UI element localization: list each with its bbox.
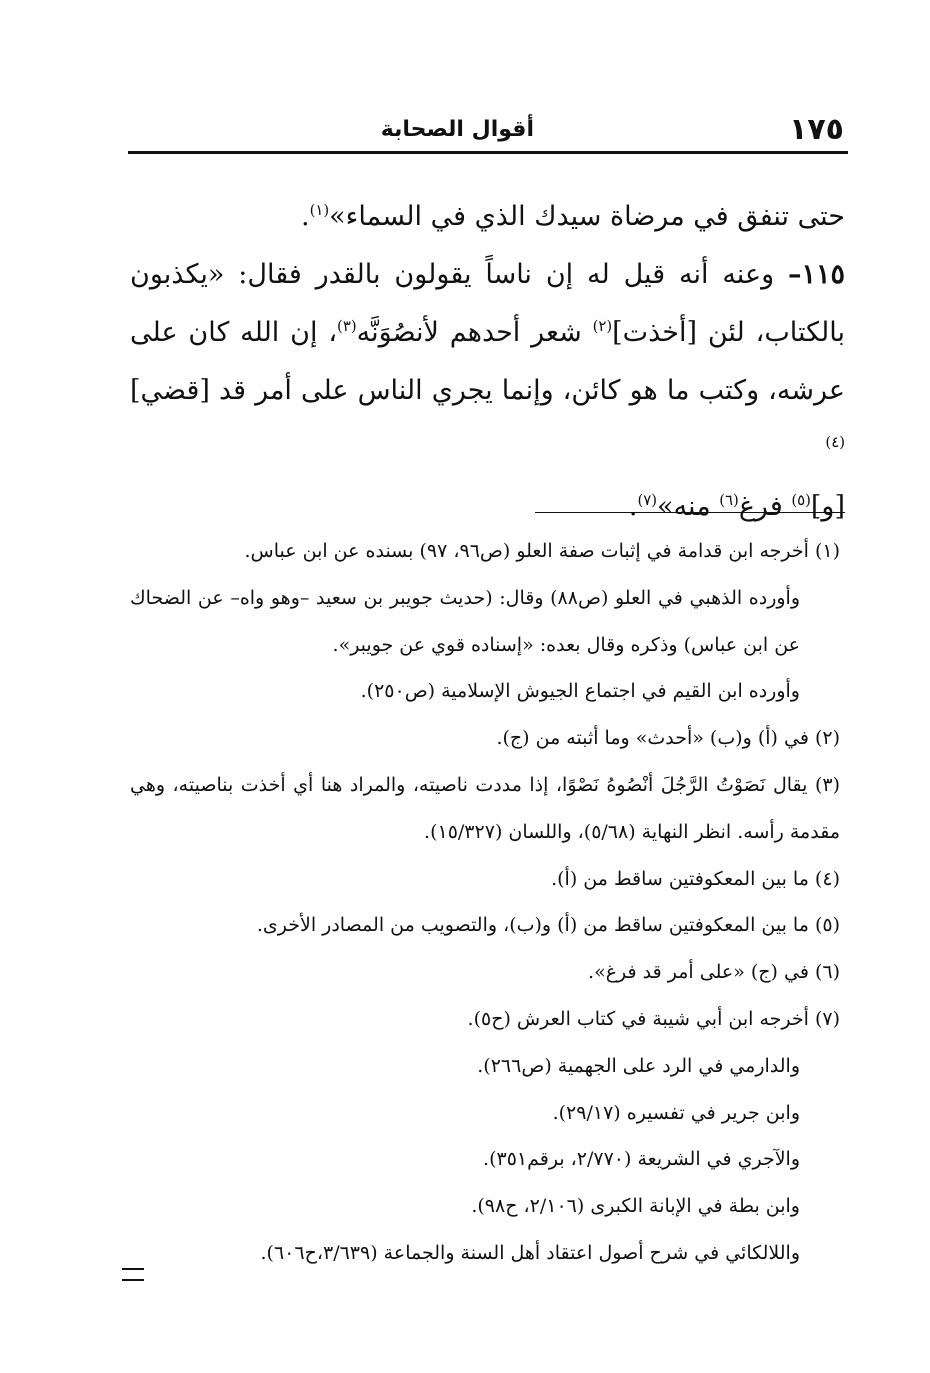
footnotes — [130, 528, 840, 1277]
continuation-mark — [122, 1268, 144, 1281]
footnote-2: (٢) في (أ) و(ب) «أحدث» وما أثبته من (ج). — [496, 727, 840, 750]
footnote-6: (٦) في (ج) «على أمر قد فرغ». — [588, 961, 840, 984]
footnote-7: (٧) أخرجه ابن أبي شيبة في كتاب العرش (ح٥). — [467, 1007, 840, 1030]
footnote-7-lalikai: واللالكائي في شرح أصول اعتقاد أهل السنة والجماعة (٣/٦٣٩،ح٦٠٦). — [260, 1241, 800, 1264]
footnote-ref-1: (١) — [309, 201, 330, 219]
footnote-1-dhahabi: وأورده الذهبي في العلو (ص٨٨) وقال: (حديث جويبر بن سعيد –وهو واه– عن الضحاك عن ابن عباس) وذكره وقال بعده: «إسناده قوي عن جويبر». — [130, 586, 800, 656]
running-title: أقوال الصحابة — [380, 117, 534, 142]
page-number: ١٧٥ — [789, 112, 844, 147]
narration-number: ١١٥– — [787, 259, 845, 290]
paragraph-1-tail: . — [300, 201, 310, 232]
footnote-ref-6: (٦) — [719, 491, 739, 509]
footnote-ref-3: (٣) — [337, 317, 357, 335]
header-rule — [128, 151, 848, 154]
paragraph-115-end-c: منه» — [657, 491, 720, 522]
footnote-7-darimi: والدارمي في الرد على الجهمية (ص٢٦٦). — [477, 1054, 800, 1077]
paragraph-1-text: حتى تنفق في مرضاة سيدك الذي في السماء» — [329, 201, 845, 232]
paragraph-115-end-a: [و] — [810, 491, 845, 522]
paragraph-115-text-b: شعر أحدهم لأنصُوَنَّه — [356, 317, 593, 348]
main-text — [130, 188, 845, 536]
paragraph-115-text-a: وعنه أنه قيل له إن ناساً يقولون بالقدر فقال: «يكذبون بالكتاب، لئن [أخذت] — [130, 259, 845, 348]
footnote-5: (٥) ما بين المعكوفتين ساقط من (أ) و(ب)، والتصويب من المصادر الأخرى. — [256, 914, 840, 937]
footnote-ref-7: (٧) — [637, 491, 658, 509]
footnote-1: (١) أخرجه ابن قدامة في إثبات صفة العلو (ص٩٦، ٩٧) بسنده عن ابن عباس. — [244, 540, 840, 562]
page-header — [128, 112, 844, 148]
footnote-7-ajurri: والآجري في الشريعة (٢/٧٧٠، برقم٣٥١). — [483, 1148, 800, 1171]
paragraph-1 — [130, 188, 845, 246]
paragraph-115-text-c: ، إن الله كان على عرشه، وكتب ما هو كائن، وإنما يجري الناس على أمر قد [قضي] — [130, 317, 845, 406]
footnote-1-ibn-qayyim: وأورده ابن القيم في اجتماع الجيوش الإسلامية (ص٢٥٠). — [360, 680, 800, 703]
paragraph-115-end-b: فرغ — [738, 491, 792, 522]
footnote-ref-4: (٤) — [825, 433, 845, 451]
footnote-4: (٤) ما بين المعكوفتين ساقط من (أ). — [551, 867, 840, 890]
footnote-3: (٣) يقال نَصَوْتُ الرَّجُلَ أنْصُوهُ نَصْوًا، إذا مددت ناصيته، والمراد هنا أي أخذت بناصيته، وهي مقدمة رأسه. انظر النهاية (٥/٦٨)، واللسان (١٥/٣٢٧). — [130, 773, 840, 843]
paragraph-115 — [130, 246, 845, 478]
footnote-7-ibn-jarir: وابن جرير في تفسيره (٢٩/١٧). — [552, 1101, 800, 1124]
paragraph-115-end-tail: . — [628, 491, 638, 522]
footnote-ref-5: (٥) — [791, 491, 811, 509]
footnote-7-ibn-battah: وابن بطة في الإبانة الكبرى (٢/١٠٦، ح٩٨). — [471, 1195, 800, 1218]
footnote-ref-2: (٢) — [592, 317, 613, 335]
footnote-separator — [535, 512, 845, 513]
